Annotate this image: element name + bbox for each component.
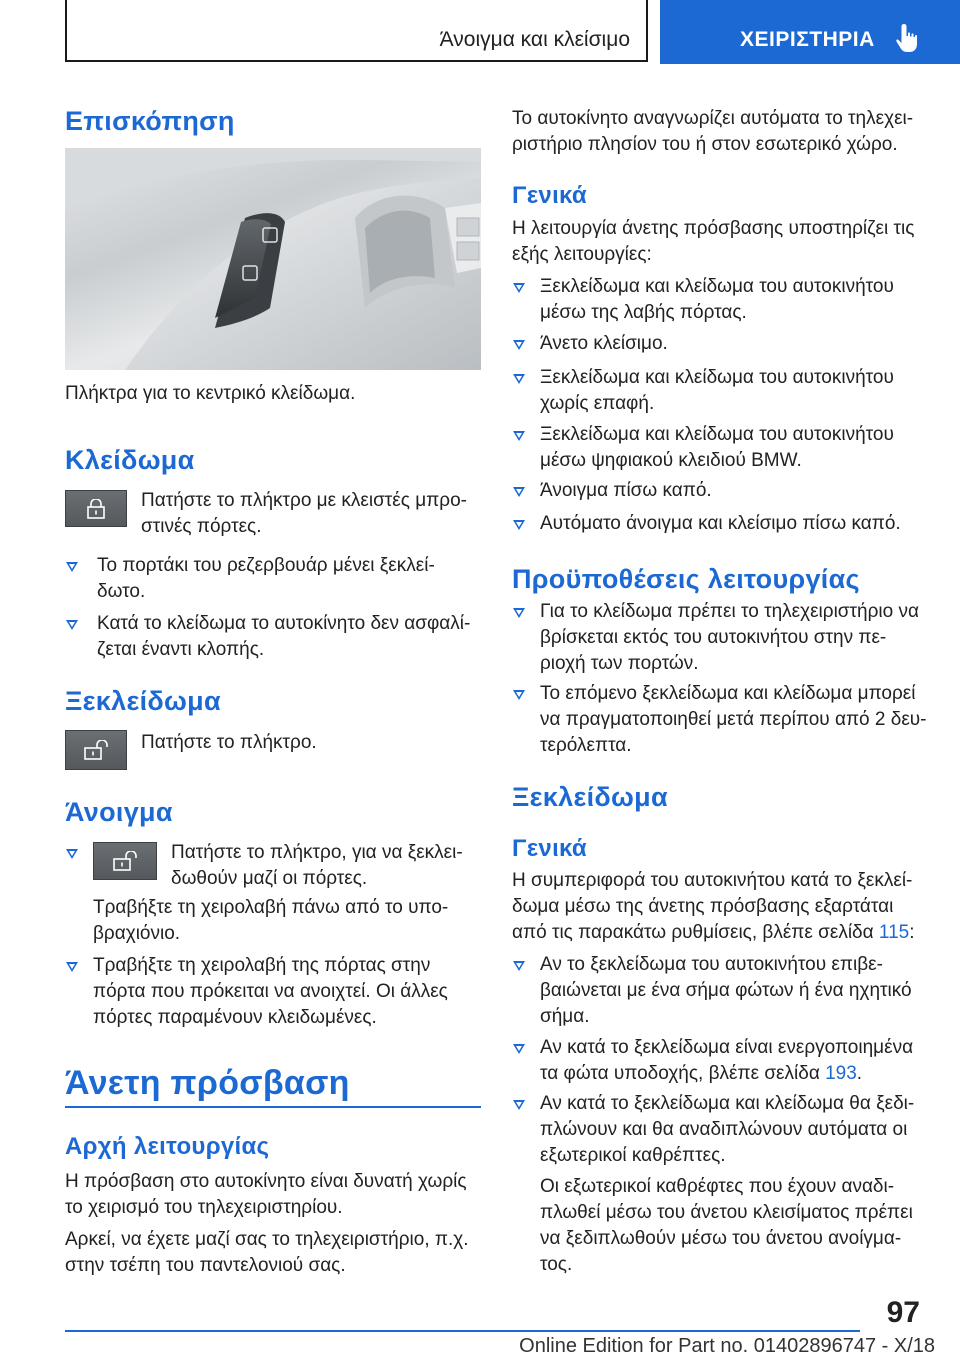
header-chapter-label: ΧΕΙΡΙΣΤΗΡΙΑ xyxy=(740,28,875,51)
opening-step-1b: Τραβήξτε τη χειρολαβή πάνω από το υπο- βραχιόνιο. xyxy=(93,897,449,944)
locking-title: Κλείδωμα xyxy=(65,445,195,475)
unlock-button-image xyxy=(65,730,127,770)
bullet-arrow-icon xyxy=(66,849,78,859)
lock-button-image xyxy=(65,490,127,527)
principle-title: Αρχή λειτουργίας xyxy=(65,1133,270,1160)
bullet-arrow-icon xyxy=(513,283,525,293)
bullet-arrow-icon xyxy=(513,340,525,350)
comfort-intro-text: Το αυτοκίνητο αναγνωρίζει αυτόματα το τηλεχει- ριστήριο πλησίον του ή στον εσωτερικό χώρο. xyxy=(512,108,914,155)
list-item: Το πορτάκι του ρεζερβουάρ μένει ξεκλεί- δωτο. xyxy=(97,555,435,602)
header-section-title: Άνοιγμα και κλείσιμο xyxy=(439,28,630,51)
list-item: Ξεκλείδωμα και κλείδωμα του αυτοκινήτου μέσω της λαβής πόρτας. xyxy=(540,276,894,323)
bullet-arrow-icon xyxy=(513,1100,525,1110)
unlocking-text: Πατήστε το πλήκτρο. xyxy=(141,732,317,753)
list-item: Το επόμενο ξεκλείδωμα και κλείδωμα μπορεί να πραγματοποιηθεί μετά περίπου από 2 δευ- τερόλεπτα. xyxy=(540,683,927,756)
hand-pointer-icon xyxy=(893,22,923,54)
header-section-box xyxy=(65,0,648,62)
comfort-access-title: Άνετη πρόσβαση xyxy=(65,1064,350,1102)
bullet-arrow-icon xyxy=(513,520,525,530)
unlocking-general-title: Γενικά xyxy=(512,835,587,862)
bullet-arrow-icon xyxy=(513,487,525,497)
bullet-arrow-icon xyxy=(513,690,525,700)
lock-open-icon xyxy=(113,851,137,871)
bullet-arrow-icon xyxy=(513,961,525,971)
list-item: Άνοιγμα πίσω καπό. xyxy=(540,480,712,501)
page-number: 97 xyxy=(886,1296,920,1329)
prerequisites-title: Προϋποθέσεις λειτουργίας xyxy=(512,564,860,594)
section-divider xyxy=(65,1106,481,1108)
bullet-arrow-icon xyxy=(513,374,525,384)
unlocking-right-title: Ξεκλείδωμα xyxy=(512,782,668,812)
bullet-arrow-icon xyxy=(66,962,78,972)
opening-step-1: Πατήστε το πλήκτρο, για να ξεκλει- δωθούν μαζί οι πόρτες. xyxy=(171,842,463,889)
locking-text: Πατήστε το πλήκτρο με κλειστές μπρο- στινές πόρτες. xyxy=(141,490,467,537)
general-text: Η λειτουργία άνετης πρόσβασης υποστηρίζει τις εξής λειτουργίες: xyxy=(512,218,915,265)
bullet-arrow-icon xyxy=(513,608,525,618)
list-item: Άνετο κλείσιμο. xyxy=(540,333,668,354)
page-link-115[interactable]: 115 xyxy=(878,922,910,943)
bullet-arrow-icon xyxy=(66,562,78,572)
list-item: Ξεκλείδωμα και κλείδωμα του αυτοκινήτου χωρίς επαφή. xyxy=(540,367,894,414)
door-panel-illustration xyxy=(65,148,481,370)
lock-closed-icon xyxy=(85,499,107,519)
unlock-button-image xyxy=(93,842,157,880)
list-item: Αν κατά το ξεκλείδωμα είναι ενεργοποιημένα τα φώτα υποδοχής, βλέπε σελίδα 193. xyxy=(540,1037,914,1084)
list-item: Για το κλείδωμα πρέπει το τηλεχειριστήριο να βρίσκεται εκτός του αυτοκινήτου στην πε- ριοχή των πορτών. xyxy=(540,601,919,674)
overview-title: Επισκόπηση xyxy=(65,106,235,136)
general-title: Γενικά xyxy=(512,182,587,209)
bullet-arrow-icon xyxy=(513,1044,525,1054)
principle-text-1: Η πρόσβαση στο αυτοκίνητο είναι δυνατή χωρίς το χειρισμό του τηλεχειριστηρίου. xyxy=(65,1171,467,1218)
page-link-193[interactable]: 193 xyxy=(825,1063,857,1084)
unlocking-title: Ξεκλείδωμα xyxy=(65,686,221,716)
door-central-locking-photo xyxy=(65,148,481,370)
list-item: Αν κατά το ξεκλείδωμα και κλείδωμα θα ξεδι- πλώνουν και θα αναδιπλώνουν αυτόματα οι εξωτερικοί καθρέπτες. xyxy=(540,1093,915,1166)
list-item: Αυτόματο άνοιγμα και κλείσιμο πίσω καπό. xyxy=(540,513,901,534)
list-item: Κατά το κλείδωμα το αυτοκίνητο δεν ασφαλί- ζεται έναντι κλοπής. xyxy=(97,613,471,660)
bullet-arrow-icon xyxy=(66,620,78,630)
photo-caption: Πλήκτρα για το κεντρικό κλείδωμα. xyxy=(65,383,356,404)
unlocking-general-text: Η συμπεριφορά του αυτοκινήτου κατά το ξεκλεί- δωμα μέσω της άνετης πρόσβασης εξαρτάται από τις παρακάτω ρυθμίσεις, βλέπε σελίδα 115: xyxy=(512,870,915,943)
footer-divider xyxy=(65,1330,860,1332)
opening-title: Άνοιγμα xyxy=(65,797,173,827)
lock-open-icon xyxy=(84,740,108,760)
bullet-arrow-icon xyxy=(513,431,525,441)
header-chapter-tab[interactable] xyxy=(660,0,960,64)
list-item: Αν το ξεκλείδωμα του αυτοκινήτου επιβε- βαιώνεται με ένα σήμα φώτων ή ένα ηχητικό σήμα. xyxy=(540,954,912,1027)
list-item: Ξεκλείδωμα και κλείδωμα του αυτοκινήτου μέσω ψηφιακού κλειδιού BMW. xyxy=(540,424,894,471)
opening-step-2: Τραβήξτε τη χειρολαβή της πόρτας στην πόρτα που πρόκειται να ανοιχτεί. Οι άλλες πόρτες παραμένουν κλειδωμένες. xyxy=(93,955,448,1028)
footer-edition: Online Edition for Part no. 01402896747 - X/18 xyxy=(519,1335,935,1357)
principle-text-2: Αρκεί, να έχετε μαζί σας το τηλεχειριστήριο, π.χ. στην τσέπη του παντελονιού σας. xyxy=(65,1229,469,1276)
mirror-note: Οι εξωτερικοί καθρέφτες που έχουν αναδι- πλωθεί μέσω του άνετου κλεισίματος πρέπει να ξεδιπλωθούν μέσω του άνετου ανοίγμα- τος. xyxy=(540,1176,913,1275)
